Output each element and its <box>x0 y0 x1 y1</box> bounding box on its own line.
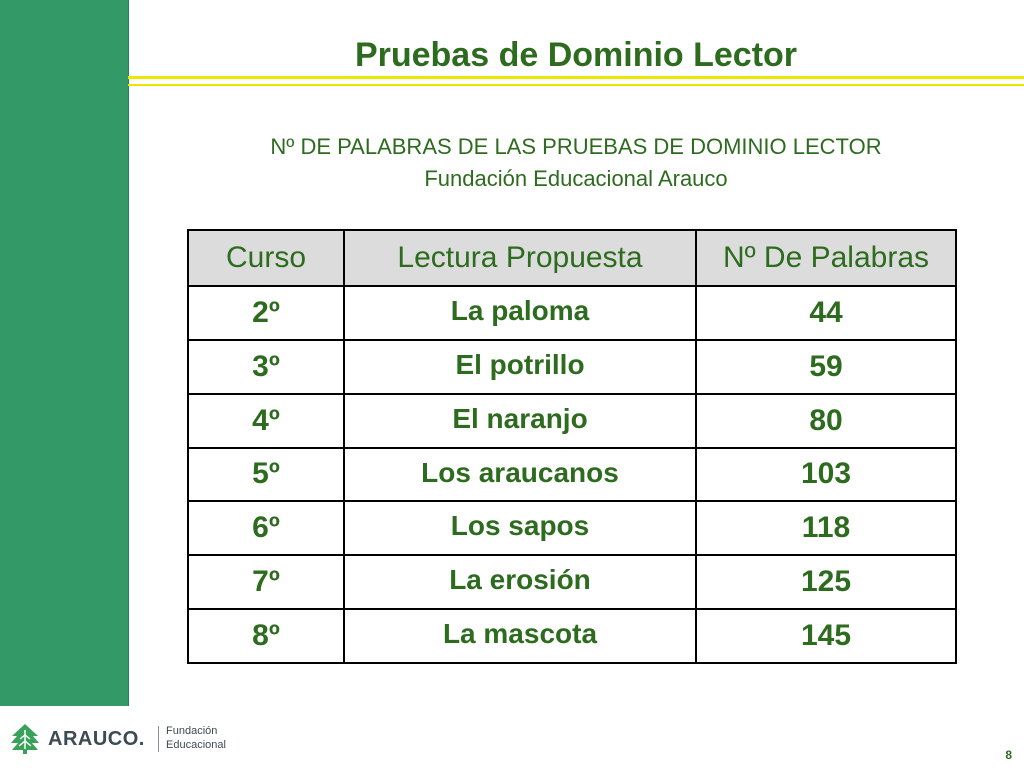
cell-lectura: Los sapos <box>344 501 696 555</box>
table-row <box>188 609 956 663</box>
cell-lectura: El potrillo <box>344 340 696 394</box>
logo-brand: ARAUCO. <box>48 728 145 750</box>
cell-lectura: La mascota <box>344 609 696 663</box>
cell-palabras: 80 <box>696 394 956 448</box>
cell-palabras: 125 <box>696 555 956 609</box>
slide-title: Pruebas de Dominio Lector <box>354 36 798 74</box>
header-curso: Curso <box>188 230 344 286</box>
table-row <box>188 448 956 502</box>
cell-curso: 5º <box>188 448 344 502</box>
logo-sub-line2: Educacional <box>166 739 226 751</box>
table-row <box>188 286 956 340</box>
cell-lectura: Los araucanos <box>344 448 696 502</box>
table-subtitle: Nº DE PALABRAS DE LAS PRUEBAS DE DOMINIO LECTOR <box>270 134 882 159</box>
table-source: Fundación Educacional Arauco <box>424 166 728 191</box>
logo-sub-line1: Fundación <box>166 725 218 737</box>
table-row <box>188 394 956 448</box>
cell-curso: 6º <box>188 501 344 555</box>
title-rule-top <box>128 76 1024 79</box>
words-table <box>187 229 957 664</box>
logo-subtitle <box>166 724 226 752</box>
cell-curso: 2º <box>188 286 344 340</box>
cell-curso: 7º <box>188 555 344 609</box>
cell-palabras: 44 <box>696 286 956 340</box>
cell-curso: 4º <box>188 394 344 448</box>
cell-palabras: 145 <box>696 609 956 663</box>
title-rule-bottom <box>128 84 1024 86</box>
cell-curso: 3º <box>188 340 344 394</box>
sidebar-band <box>0 0 129 706</box>
page-number: 8 <box>1005 748 1012 762</box>
cell-lectura: La erosión <box>344 555 696 609</box>
arauco-tree-icon <box>8 722 42 756</box>
arauco-logo <box>8 720 228 756</box>
cell-palabras: 59 <box>696 340 956 394</box>
table-row <box>188 340 956 394</box>
cell-lectura: La paloma <box>344 286 696 340</box>
header-palabras: Nº De Palabras <box>696 230 956 286</box>
cell-palabras: 118 <box>696 501 956 555</box>
cell-lectura: El naranjo <box>344 394 696 448</box>
logo-divider <box>158 726 159 752</box>
table-row <box>188 555 956 609</box>
table-row <box>188 501 956 555</box>
header-lectura: Lectura Propuesta <box>344 230 696 286</box>
cell-curso: 8º <box>188 609 344 663</box>
cell-palabras: 103 <box>696 448 956 502</box>
table-header-row <box>188 230 956 286</box>
